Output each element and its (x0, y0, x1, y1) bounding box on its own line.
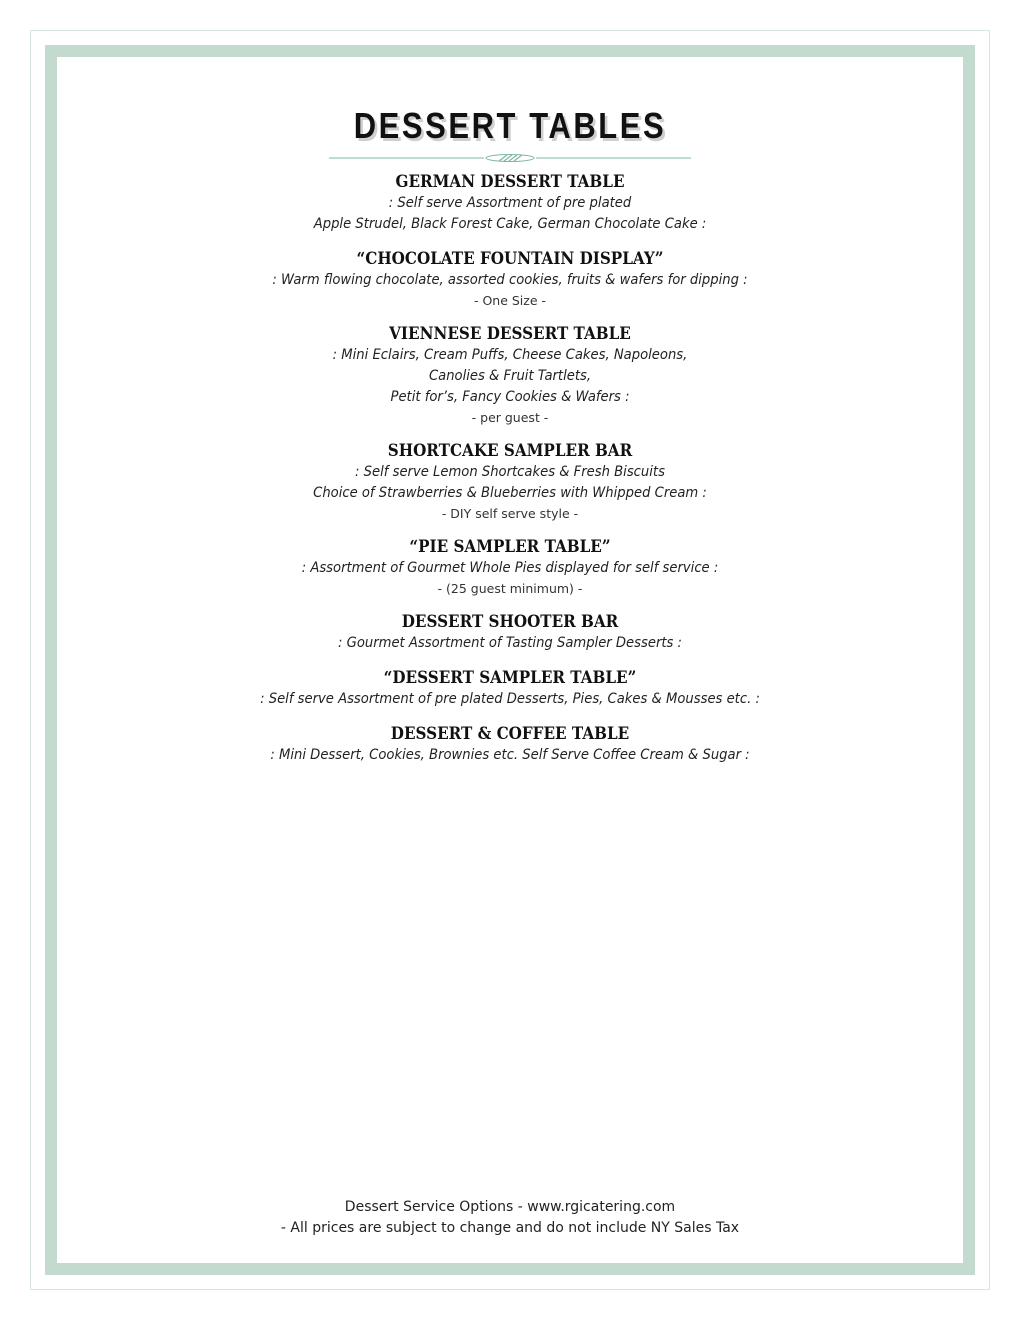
section-note: - (25 guest minimum) - (437, 581, 583, 596)
section-title: VIENNESE DESSERT TABLE (389, 324, 631, 343)
section-title: “CHOCOLATE FOUNTAIN DISPLAY” (356, 249, 664, 268)
section-shooter-bar (57, 611, 963, 654)
section-desc: : Mini Dessert, Cookies, Brownies etc. Self Serve Coffee Cream & Sugar : (270, 747, 750, 763)
section-title: DESSERT SHOOTER BAR (401, 612, 619, 631)
section-note: - DIY self serve style - (441, 506, 579, 521)
section-title: DESSERT & COFFEE TABLE (390, 724, 630, 743)
section-desc: : Assortment of Gourmet Whole Pies displayed for self service : (301, 560, 719, 576)
section-title: GERMAN DESSERT TABLE (395, 172, 625, 191)
page-title: DESSERT TABLES (353, 105, 667, 146)
section-title: “PIE SAMPLER TABLE” (409, 537, 611, 556)
section-desc: Choice of Strawberries & Blueberries with Whipped Cream : (313, 485, 707, 501)
section-desc: Petit for’s, Fancy Cookies & Wafers : (390, 389, 630, 405)
section-desc: Canolies & Fruit Tartlets, (428, 368, 592, 384)
section-desc: : Mini Eclairs, Cream Puffs, Cheese Cakes, Napoleons, (332, 347, 688, 363)
section-desc: : Gourmet Assortment of Tasting Sampler Desserts : (338, 635, 682, 651)
section-title: SHORTCAKE SAMPLER BAR (387, 441, 633, 460)
section-pie-sampler (57, 536, 963, 598)
section-chocolate-fountain (57, 248, 963, 310)
section-note: - per guest - (471, 410, 549, 425)
footer-website-line: Dessert Service Options - www.rgicatering.com (344, 1199, 676, 1215)
page-footer (57, 1197, 963, 1239)
section-desc: : Self serve Assortment of pre plated (388, 195, 632, 211)
flourish-divider-icon (329, 153, 691, 163)
section-title: “DESSERT SAMPLER TABLE” (383, 668, 637, 687)
footer-disclaimer: - All prices are subject to change and do not include NY Sales Tax (280, 1220, 740, 1236)
section-viennese (57, 323, 963, 427)
menu-sections (57, 171, 963, 779)
section-desc: : Self serve Lemon Shortcakes & Fresh Biscuits (355, 464, 665, 480)
section-note: - One Size - (473, 293, 547, 308)
section-dessert-coffee (57, 723, 963, 766)
section-desc: : Warm flowing chocolate, assorted cookies, fruits & wafers for dipping : (272, 272, 748, 288)
section-desc: Apple Strudel, Black Forest Cake, German Chocolate Cake : (313, 216, 707, 232)
section-dessert-sampler (57, 667, 963, 710)
section-german (57, 171, 963, 235)
section-desc: : Self serve Assortment of pre plated Desserts, Pies, Cakes & Mousses etc. : (260, 691, 760, 707)
section-shortcake (57, 440, 963, 523)
